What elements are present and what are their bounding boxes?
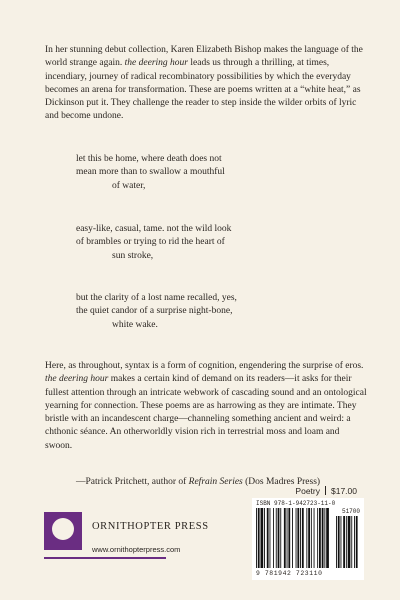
barcode-bar	[308, 508, 310, 568]
separator	[325, 486, 326, 495]
category-label: Poetry	[295, 486, 320, 496]
publisher-name: ORNITHOPTER PRESS	[92, 521, 209, 532]
barcode-addon-bar	[351, 516, 352, 568]
barcode-bar	[296, 508, 297, 568]
barcode-addon-bar	[336, 516, 337, 568]
barcode-bar	[319, 508, 321, 568]
barcode-bar	[324, 508, 325, 568]
intro-book-title: the deering hour	[124, 58, 188, 69]
barcode-addon-bar	[341, 516, 342, 568]
barcode-bar	[284, 508, 286, 568]
poem-line: easy-like, casual, tame. not the wild look	[76, 224, 232, 234]
barcode-bar	[300, 508, 301, 568]
barcode-bar	[261, 508, 264, 568]
attribution-suffix: (Dos Madres Press)	[242, 477, 321, 487]
barcode-bar	[302, 508, 304, 568]
intro-text-a: In her stunning debut collection, Karen Elizabeth Bishop makes the language of the world strange again.	[45, 45, 363, 69]
barcode-bar	[288, 508, 290, 568]
review-book-title: the deering hour	[45, 374, 109, 385]
ornithopter-logo-icon	[44, 512, 82, 550]
poem-line: the quiet candor of a surprise night-bone,	[76, 306, 233, 317]
barcode-addon-bar	[354, 516, 355, 568]
review-text-a: Here, as throughout, syntax is a form of cognition, engendering the surprise of eros.	[45, 361, 364, 371]
barcode-digits: 9 781942 723110	[256, 570, 323, 577]
barcode-bar	[276, 508, 277, 568]
poem-line: let this be home, where death does not	[76, 154, 222, 164]
intro-paragraph	[45, 44, 367, 124]
poem-line: white wake.	[112, 319, 158, 330]
barcode-bar	[258, 508, 260, 568]
intro-text-b: leads us through a thrilling, at times, incendiary, journey of radical recombinatory possibilities by which the everyday becomes an arena for transformation. These are poems written at a “white heat,” as Dickinson put it. They challenge the reader to step inside the wilder orbits of lyric and become undone.	[45, 58, 361, 122]
barcode-bar	[273, 508, 274, 568]
isbn-label: ISBN 978-1-942723-11-0	[256, 500, 336, 507]
review-text-b: makes a certain kind of demand on its readers—it asks for their fullest attention through an intricate webwork of cascading sound and an ontological yearning for connection. These poems are as harrowing as they are intimate. They bristle with an incandescent charge—channeling something ancient and weird: a chthonic séance. An otherworldly vision rich in terrestrial moss and loam and swoon.	[45, 374, 367, 451]
attribution-prefix: —Patrick Pritchett, author of	[76, 477, 189, 487]
isbn-barcode	[252, 498, 364, 580]
publisher-divider	[44, 557, 166, 559]
barcode-bar	[326, 508, 329, 568]
category-price	[295, 486, 357, 496]
barcode-bar	[306, 508, 307, 568]
poem-line: of brambles or trying to rid the heart of	[76, 237, 225, 248]
barcode-price-code: 51700	[341, 508, 360, 515]
barcode-addon-bar	[343, 516, 345, 568]
barcode-addon-bar	[346, 516, 347, 568]
barcode-bar	[256, 508, 257, 568]
barcode-bar	[278, 508, 280, 568]
barcode-bar	[287, 508, 288, 568]
publisher-website: www.ornithopterpress.com	[92, 545, 181, 554]
barcode-bar	[270, 508, 271, 568]
barcode-bar	[292, 508, 293, 568]
barcode-addon-bar	[348, 516, 351, 568]
poem-line: but the clarity of a lost name recalled, yes,	[76, 293, 237, 303]
poem-line: mean more than to swallow a mouthful	[76, 167, 225, 178]
barcode-bars	[256, 508, 360, 570]
poem-stanza-2	[76, 223, 376, 263]
poem-line: sun stroke,	[112, 250, 154, 261]
barcode-bar	[314, 508, 315, 568]
barcode-bar	[311, 508, 312, 568]
poem-stanza-1	[76, 153, 376, 193]
barcode-addon-bar	[356, 516, 358, 568]
barcode-bar	[297, 508, 299, 568]
price-label: $17.00	[331, 486, 357, 496]
barcode-bar	[317, 508, 318, 568]
barcode-bar	[267, 508, 269, 568]
poem-line: of water,	[112, 180, 146, 191]
barcode-bar	[280, 508, 281, 568]
poem-stanza-3	[76, 292, 376, 332]
attribution-book: Refrain Series	[188, 477, 243, 487]
publisher-logo	[44, 512, 82, 550]
barcode-bar	[322, 508, 324, 568]
review-paragraph	[45, 360, 367, 453]
barcode-addon-bar	[338, 516, 340, 568]
barcode-bar	[264, 508, 265, 568]
